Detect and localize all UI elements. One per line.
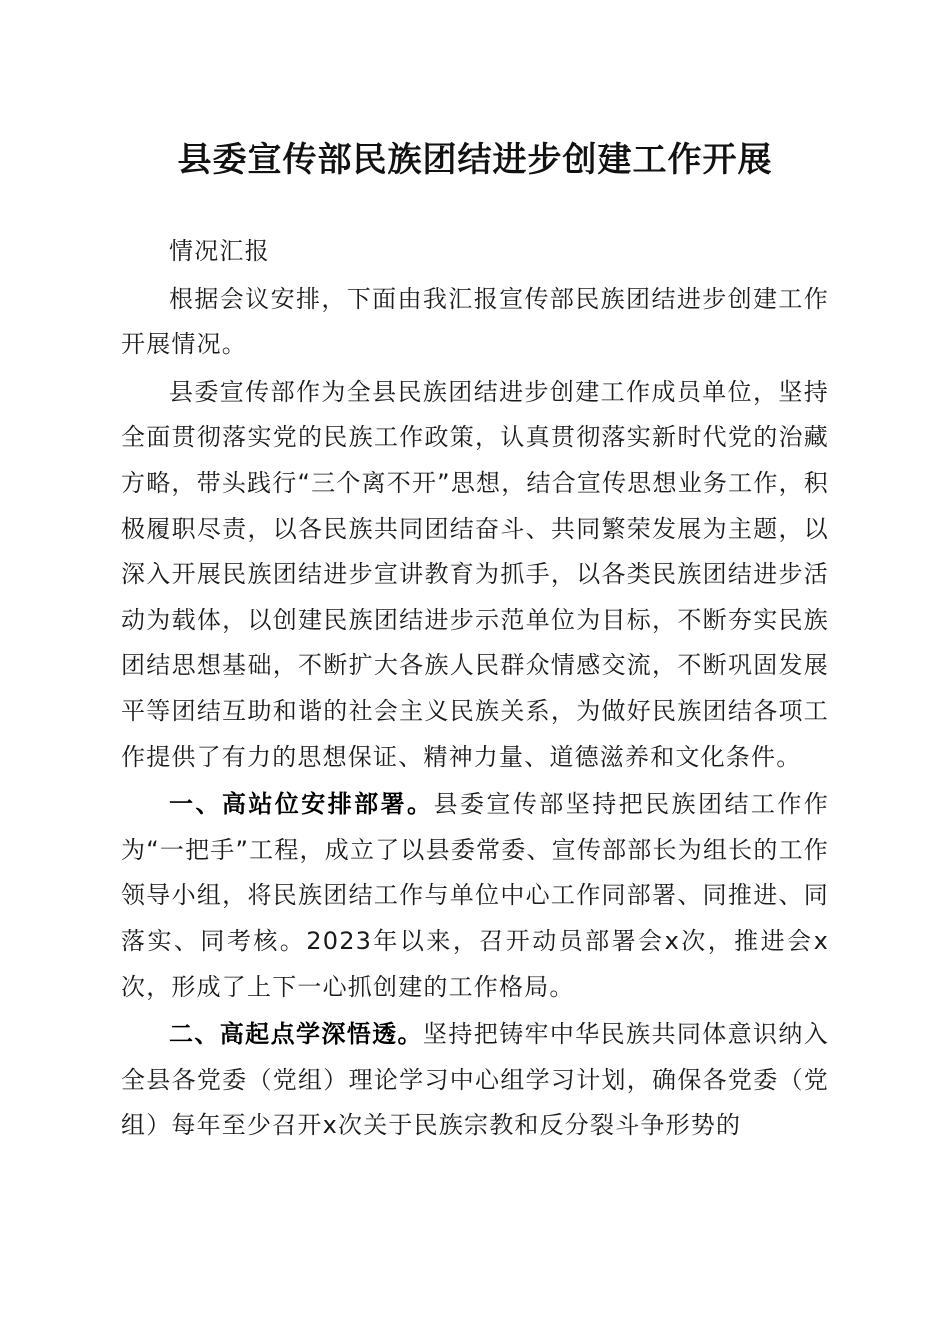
paragraph-text: 县委宣传部坚持把民族团结工作作为“一把手”工程，成立了以县委常委、宣传部部长为组长的工作领导小组，将民族团结工作与单位中心工作同部署、同推进、同落实、同考核。2023年以来，召开动员部署会x次，推进会x次，形成了上下一心抓创建的工作格局。 bbox=[121, 790, 829, 1001]
document-body bbox=[121, 229, 829, 1149]
paragraph-text: 县委宣传部作为全县民族团结进步创建工作成员单位，坚持全面贯彻落实党的民族工作政策，认真贯彻落实新时代党的治藏方略，带头践行“三个离不开”思想，结合宣传思想业务工作，积极履职尽责，以各民族共同团结奋斗、共同繁荣发展为主题，以深入开展民族团结进步宣讲教育为抓手，以各类民族团结进步活动为载体，以创建民族团结进步示范单位为目标，不断夯实民族团结思想基础，不断扩大各族人民群众情感交流，不断巩固发展平等团结互助和谐的社会主义民族关系，为做好民族团结各项工作提供了有力的思想保证、精神力量、道德滋养和文化条件。 bbox=[121, 377, 829, 771]
paragraph-section-1 bbox=[121, 782, 829, 1010]
section-heading: 一、高站位安排部署。 bbox=[169, 790, 434, 819]
paragraph-overview bbox=[121, 370, 829, 780]
paragraph-section-2 bbox=[121, 1012, 829, 1149]
document-title: 县委宣传部民族团结进步创建工作开展 bbox=[177, 140, 773, 180]
paragraph-text: 根据会议安排，下面由我汇报宣传部民族团结进步创建工作开展情况。 bbox=[121, 284, 829, 359]
section-heading: 二、高起点学深悟透。 bbox=[169, 1020, 423, 1049]
subtitle-line: 情况汇报 bbox=[169, 237, 270, 265]
paragraph-intro bbox=[121, 277, 829, 368]
paragraph-text: 坚持把铸牢中华民族共同体意识纳入全县各党委（党组）理论学习中心组学习计划，确保各党委（党组）每年至少召开x次关于民族宗教和反分裂斗争形势的 bbox=[121, 1020, 829, 1140]
